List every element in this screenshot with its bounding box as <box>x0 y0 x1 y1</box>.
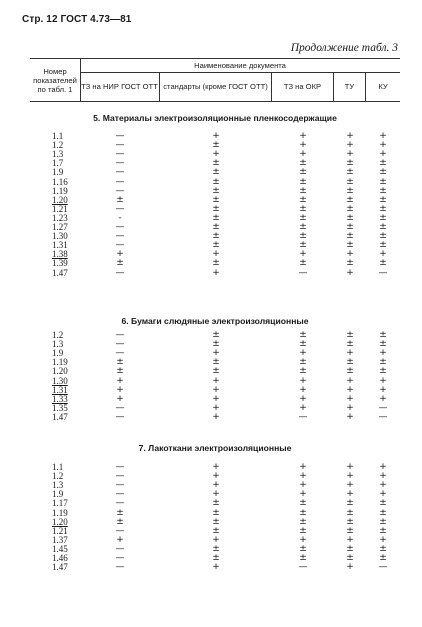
row-index: 1.3 <box>52 480 64 491</box>
table-cell: ± <box>212 507 220 518</box>
table-cell: ± <box>346 176 354 187</box>
table-cell: + <box>346 267 354 278</box>
table-cell: + <box>346 402 354 413</box>
table-cell: ± <box>299 203 307 214</box>
table-cell: ± <box>212 339 220 350</box>
row-index: 1.46 <box>52 553 68 563</box>
table-cell: — <box>115 330 125 340</box>
row-index: 1.1 <box>52 131 64 141</box>
row-index: 1.27 <box>52 222 68 232</box>
row-index: 1.3 <box>52 149 64 160</box>
row-index: 1.1 <box>52 462 64 472</box>
table-cell: — <box>115 167 125 178</box>
table-cell: ± <box>346 498 354 509</box>
index-column-header: Номер показателей по табл. 1 <box>30 59 81 101</box>
table-cell: — <box>115 489 125 500</box>
table-cell: ± <box>212 194 220 205</box>
table-cell: + <box>212 384 220 395</box>
column-header-tz-okr: ТЗ на ОКР <box>272 72 334 101</box>
table-cell: + <box>212 393 220 404</box>
table-cell: ± <box>212 498 220 509</box>
table-cell: + <box>346 534 354 545</box>
table-cell: ± <box>379 498 387 509</box>
table-continuation-label: Продолжение табл. 3 <box>290 42 398 54</box>
table-cell: ± <box>346 366 354 377</box>
table-cell: ± <box>379 507 387 518</box>
table-cell: + <box>346 462 354 472</box>
row-index: 1.30 <box>52 231 68 242</box>
column-header-standards: стандарты (кроме ГОСТ ОТТ) <box>160 72 272 101</box>
table-cell: ± <box>212 176 220 187</box>
table-cell: + <box>299 375 307 386</box>
table-cell: ± <box>299 194 307 205</box>
table-cell: + <box>299 249 307 260</box>
table-cell: ± <box>212 212 220 223</box>
table-cell: ± <box>346 222 354 232</box>
table-cell: — <box>115 402 125 413</box>
table-cell: ± <box>379 194 387 205</box>
table-cell: + <box>346 375 354 386</box>
table-cell: ± <box>212 185 220 196</box>
table-cell: ± <box>299 516 307 527</box>
table-cell: ± <box>212 240 220 251</box>
column-header-tu: ТУ <box>334 72 366 101</box>
row-index: 1.31 <box>52 384 68 395</box>
table-cell: ± <box>346 330 354 340</box>
table-cell: + <box>299 534 307 545</box>
table-cell: — <box>115 562 125 573</box>
table-cell: + <box>346 393 354 404</box>
table-cell: — <box>115 158 125 169</box>
row-index: 1.17 <box>52 498 68 509</box>
table-cell: + <box>346 480 354 491</box>
row-index: 1.2 <box>52 330 64 340</box>
table-cell: ± <box>379 525 387 536</box>
table-cell: ± <box>379 366 387 377</box>
column-header-ku: КУ <box>378 81 388 91</box>
row-index: 1.9 <box>52 167 64 178</box>
table-cell: ± <box>116 357 124 368</box>
row-index: 1.30 <box>52 375 68 386</box>
table-cell: — <box>115 203 125 214</box>
table-header <box>30 58 400 102</box>
table-cell: + <box>379 471 387 482</box>
table-cell: — <box>378 562 388 573</box>
table-cell: ± <box>299 339 307 350</box>
table-cell: ± <box>379 357 387 368</box>
table-cell: ± <box>212 222 220 232</box>
table-cell: + <box>212 267 220 278</box>
table-cell: — <box>115 462 125 472</box>
row-index: 1.19 <box>52 507 68 518</box>
row-index: 1.20 <box>52 194 68 205</box>
table-cell: ± <box>379 176 387 187</box>
row-index: 1.45 <box>52 543 68 554</box>
table-cell: - <box>118 212 122 223</box>
table-cell: + <box>346 411 354 422</box>
row-index: 1.19 <box>52 357 68 368</box>
table-cell: ± <box>346 357 354 368</box>
table-cell: — <box>115 131 125 141</box>
table-cell: ± <box>116 258 124 269</box>
table-cell: + <box>346 149 354 160</box>
table-cell: ± <box>346 240 354 251</box>
section-title: 7. Лакоткани электроизоляционные <box>138 443 292 453</box>
table-cell: ± <box>346 158 354 169</box>
table-cell: + <box>212 562 220 573</box>
row-index: 1.38 <box>52 249 68 260</box>
table-cell: + <box>299 471 307 482</box>
table-cell: — <box>298 267 308 278</box>
document-group-header: Наименование документа <box>80 59 400 73</box>
table-cell: ± <box>346 543 354 554</box>
table-cell: — <box>115 231 125 242</box>
table-cell: — <box>378 411 388 422</box>
table-cell: + <box>116 375 124 386</box>
table-cell: + <box>212 489 220 500</box>
table-cell: ± <box>379 543 387 554</box>
table-cell: ± <box>212 167 220 178</box>
table-cell: — <box>298 562 308 573</box>
table-cell: ± <box>212 231 220 242</box>
table-cell: ± <box>299 258 307 269</box>
table-cell: + <box>299 393 307 404</box>
table-cell: ± <box>379 167 387 178</box>
table-cell: ± <box>346 231 354 242</box>
table-cell: + <box>212 462 220 472</box>
table-cell: — <box>115 480 125 491</box>
table-cell: — <box>115 176 125 187</box>
row-index: 1.9 <box>52 489 64 500</box>
table-row <box>30 563 400 572</box>
table-cell: ± <box>346 339 354 350</box>
row-index: 1.39 <box>52 258 68 269</box>
table-cell: + <box>379 375 387 386</box>
row-index: 1.2 <box>52 471 64 482</box>
table-cell: ± <box>212 543 220 554</box>
page-header: Стр. 12 ГОСТ 4.73—81 <box>22 14 132 25</box>
table-cell: + <box>379 131 387 141</box>
table-cell: + <box>346 562 354 573</box>
table-cell: + <box>379 393 387 404</box>
row-index: 1.20 <box>52 516 68 527</box>
table-cell: ± <box>379 258 387 269</box>
table-cell: — <box>115 149 125 160</box>
table-cell: + <box>212 131 220 141</box>
table-cell: ± <box>346 194 354 205</box>
table-cell: + <box>116 249 124 260</box>
table-cell: + <box>346 131 354 141</box>
row-index: 1.47 <box>52 267 68 278</box>
table-cell: ± <box>212 366 220 377</box>
table-cell: ± <box>212 525 220 536</box>
table-cell: ± <box>299 185 307 196</box>
table-cell: + <box>299 489 307 500</box>
table-cell: ± <box>379 203 387 214</box>
table-cell: + <box>346 489 354 500</box>
table-cell: + <box>116 393 124 404</box>
table-cell: ± <box>379 212 387 223</box>
table-cell: — <box>115 140 125 151</box>
table-cell: + <box>346 140 354 151</box>
table-cell: ± <box>379 231 387 242</box>
table-cell: ± <box>346 516 354 527</box>
table-cell: + <box>299 140 307 151</box>
row-index: 1.20 <box>52 366 68 377</box>
table-cell: ± <box>346 185 354 196</box>
table-cell: ± <box>212 357 220 368</box>
row-index: 1.3 <box>52 339 64 350</box>
table-cell: + <box>212 480 220 491</box>
table-row <box>30 413 400 422</box>
table-cell: ± <box>379 516 387 527</box>
table-cell: + <box>379 140 387 151</box>
table-cell: ± <box>346 203 354 214</box>
section-title: 6. Бумаги слюдяные электроизоляционные <box>121 316 309 326</box>
row-index: 1.23 <box>52 212 68 223</box>
table-cell: + <box>212 411 220 422</box>
table-cell: + <box>212 375 220 386</box>
table-cell: ± <box>299 330 307 340</box>
table-cell: — <box>115 339 125 350</box>
table-cell: ± <box>346 258 354 269</box>
table-cell: ± <box>299 543 307 554</box>
table-cell: ± <box>299 357 307 368</box>
table-cell: ± <box>212 258 220 269</box>
table-cell: ± <box>346 553 354 563</box>
table-cell: — <box>115 222 125 232</box>
table-cell: + <box>212 534 220 545</box>
table-cell: — <box>378 402 388 413</box>
table-cell: + <box>379 249 387 260</box>
row-index: 1.9 <box>52 348 64 359</box>
table-cell: ± <box>212 330 220 340</box>
row-index: 1.2 <box>52 140 64 151</box>
row-index: 1.16 <box>52 176 68 187</box>
table-cell: — <box>115 553 125 563</box>
table-cell: + <box>299 131 307 141</box>
table-cell: ± <box>299 176 307 187</box>
row-index: 1.7 <box>52 158 64 169</box>
table-cell: + <box>346 348 354 359</box>
table-cell: ± <box>379 158 387 169</box>
table-cell: ± <box>212 516 220 527</box>
row-index: 1.47 <box>52 562 68 573</box>
table-cell: ± <box>299 158 307 169</box>
table-cell: — <box>298 411 308 422</box>
table-cell: ± <box>379 185 387 196</box>
table-cell: — <box>115 185 125 196</box>
table-cell: + <box>212 348 220 359</box>
table-cell: — <box>115 498 125 509</box>
table-cell: ± <box>212 140 220 151</box>
column-header-tz-nir: ТЗ на НИР ГОСТ ОТТ <box>80 72 160 101</box>
table-cell: ± <box>346 525 354 536</box>
table-cell: ± <box>212 158 220 169</box>
table-cell: ± <box>299 231 307 242</box>
table-cell: + <box>212 402 220 413</box>
table-cell: ± <box>299 167 307 178</box>
table-cell: ± <box>346 507 354 518</box>
table-cell: + <box>379 149 387 160</box>
table-cell: ± <box>116 194 124 205</box>
table-cell: ± <box>116 507 124 518</box>
table-cell: + <box>299 462 307 472</box>
table-cell: + <box>346 384 354 395</box>
table-cell: ± <box>116 366 124 377</box>
table-cell: — <box>115 240 125 251</box>
table-cell: ± <box>346 167 354 178</box>
table-cell: + <box>116 534 124 545</box>
table-cell: ± <box>299 498 307 509</box>
table-cell: + <box>379 534 387 545</box>
table-cell: ± <box>116 516 124 527</box>
table-cell: — <box>115 543 125 554</box>
table-cell: + <box>346 249 354 260</box>
row-index: 1.31 <box>52 240 68 251</box>
row-index: 1.37 <box>52 534 68 545</box>
table-cell: + <box>379 462 387 472</box>
table-cell: + <box>379 480 387 491</box>
table-cell: + <box>379 489 387 500</box>
table-cell: + <box>379 348 387 359</box>
table-cell: ± <box>379 240 387 251</box>
table-cell: + <box>379 384 387 395</box>
table-cell: + <box>212 471 220 482</box>
table-cell: — <box>115 525 125 536</box>
table-cell: ± <box>299 222 307 232</box>
table-cell: + <box>212 249 220 260</box>
table-cell: + <box>299 149 307 160</box>
table-cell: + <box>299 384 307 395</box>
row-index: 1.33 <box>52 393 68 404</box>
table-cell: — <box>115 267 125 278</box>
section-title: 5. Материалы электроизоляционные пленкосодержащие <box>93 113 337 123</box>
table-cell: ± <box>299 553 307 563</box>
table-cell: + <box>299 480 307 491</box>
table-cell: ± <box>299 366 307 377</box>
table-cell: ± <box>379 339 387 350</box>
table-cell: + <box>116 384 124 395</box>
table-cell: — <box>115 471 125 482</box>
table-cell: + <box>212 149 220 160</box>
table-row <box>30 269 400 278</box>
table-cell: — <box>378 267 388 278</box>
table-cell: — <box>115 348 125 359</box>
table-cell: ± <box>299 240 307 251</box>
row-index: 1.47 <box>52 411 68 422</box>
table-cell: + <box>299 348 307 359</box>
table-cell: ± <box>379 553 387 563</box>
table-cell: ± <box>346 212 354 223</box>
table-cell: ± <box>212 203 220 214</box>
row-index: 1.35 <box>52 402 68 413</box>
table-cell: ± <box>379 330 387 340</box>
table-cell: + <box>299 402 307 413</box>
table-cell: ± <box>299 525 307 536</box>
row-index: 1.19 <box>52 185 68 196</box>
table-cell: ± <box>299 212 307 223</box>
table-cell: + <box>346 471 354 482</box>
table-cell: — <box>115 411 125 422</box>
table-cell: ± <box>379 222 387 232</box>
table-cell: ± <box>299 507 307 518</box>
table-cell: ± <box>212 553 220 563</box>
row-index: 1.21 <box>52 525 68 536</box>
row-index: 1.21 <box>52 203 68 214</box>
